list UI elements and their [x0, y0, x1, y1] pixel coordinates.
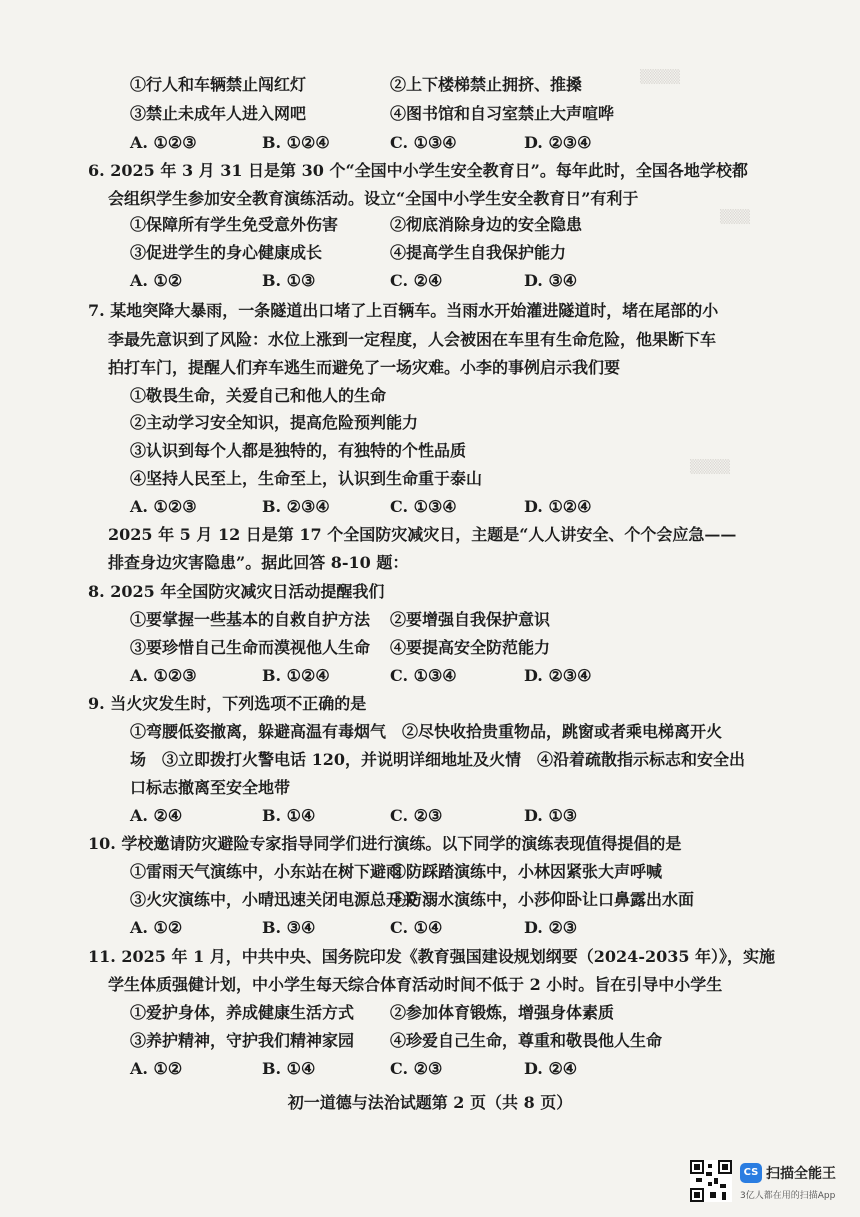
q9-stem-line-4: 口标志撤离至安全地带	[130, 778, 291, 797]
q10-item-4: ④防溺水演练中，小莎仰卧让口鼻露出水面	[390, 890, 695, 909]
q9-stem-line-3: 场 ③立即拨打火警电话 120，并说明详细地址及火情 ④沿着疏散指示标志和安全出	[130, 750, 745, 769]
q11-item-2: ②参加体育锻炼，增强身体素质	[390, 1003, 615, 1022]
q6-item-1: ①保障所有学生免受意外伤害	[130, 215, 339, 234]
q7-item-1: ①敬畏生命，关爱自己和他人的生命	[130, 386, 387, 405]
q9-stem-line-1: 9. 当火灾发生时，下列选项不正确的是	[88, 694, 367, 713]
q10-choice-b: B. ③④	[262, 918, 316, 937]
q7-choice-b: B. ②③④	[262, 497, 330, 516]
q7-choice-a: A. ①②③	[130, 497, 197, 516]
q5-item-4: ④图书馆和自习室禁止大声喧哗	[390, 104, 615, 123]
q10-item-3: ③火灾演练中，小晴迅速关闭电源总开关	[130, 890, 419, 909]
bleed-through-decoration: ▒▒▒▒	[640, 70, 680, 85]
q10-choice-a: A. ①②	[130, 918, 183, 937]
q9-choice-b: B. ①④	[262, 806, 316, 825]
q11-choice-a: A. ①②	[130, 1059, 183, 1078]
q8-choice-c: C. ①③④	[390, 666, 457, 685]
q10-item-1: ①雷雨天气演练中，小东站在树下避雨	[130, 862, 403, 881]
scanner-app-name: 扫描全能王	[766, 1166, 836, 1182]
q11-choice-b: B. ①④	[262, 1059, 316, 1078]
q6-stem-line-2: 会组织学生参加安全教育演练活动。设立“全国中小学生安全教育日”有利于	[108, 189, 639, 208]
scanner-logo-icon: CS	[740, 1163, 762, 1183]
q5-item-2: ②上下楼梯禁止拥挤、推搡	[390, 75, 583, 94]
q5-item-1: ①行人和车辆禁止闯红灯	[130, 75, 307, 94]
q8-item-4: ④要提高安全防范能力	[390, 638, 551, 657]
q6-item-3: ③促进学生的身心健康成长	[130, 243, 323, 262]
q7-stem-line-1: 7. 某地突降大暴雨，一条隧道出口堵了上百辆车。当雨水开始灌进隧道时，堵在尾部的小	[88, 301, 719, 320]
q8-item-2: ②要增强自我保护意识	[390, 610, 551, 629]
q9-stem-line-2: ①弯腰低姿撤离，躲避高温有毒烟气 ②尽快收拾贵重物品，跳窗或者乘电梯离开火	[130, 722, 723, 741]
scanner-tagline: 3亿人都在用的扫描App	[740, 1191, 836, 1201]
intro-8-10-line-1: 2025 年 5 月 12 日是第 17 个全国防灾减灾日，主题是“人人讲安全、个个会应急——	[108, 525, 737, 544]
q8-choice-b: B. ①②④	[262, 666, 330, 685]
q7-item-3: ③认识到每个人都是独特的，有独特的个性品质	[130, 441, 467, 460]
q7-stem-line-3: 拍打车门，提醒人们弃车逃生而避免了一场灾难。小李的事例启示我们要	[108, 358, 621, 377]
q11-item-4: ④珍爱自己生命，尊重和敬畏他人生命	[390, 1031, 663, 1050]
q10-stem: 10. 学校邀请防灾避险专家指导同学们进行演练。以下同学的演练表现值得提倡的是	[88, 834, 682, 853]
q6-choice-c: C. ②④	[390, 271, 443, 290]
q6-choice-b: B. ①③	[262, 271, 316, 290]
q5-item-3: ③禁止未成年人进入网吧	[130, 104, 307, 123]
q8-item-1: ①要掌握一些基本的自救自护方法	[130, 610, 371, 629]
q6-item-2: ②彻底消除身边的安全隐患	[390, 215, 583, 234]
q5-choice-a: A. ①②③	[130, 133, 197, 152]
q8-choice-a: A. ①②③	[130, 666, 197, 685]
bleed-through-decoration: ▒▒▒	[720, 210, 750, 225]
q7-stem-line-2: 李最先意识到了风险：水位上涨到一定程度，人会被困在车里有生命危险，他果断下车	[108, 330, 717, 349]
q11-item-3: ③养护精神，守护我们精神家园	[130, 1031, 355, 1050]
q7-choice-c: C. ①③④	[390, 497, 457, 516]
page-footer: 初一道德与法治试题第 2 页（共 8 页）	[287, 1093, 573, 1112]
q7-item-4: ④坚持人民至上，生命至上，认识到生命重于泰山	[130, 469, 483, 488]
q11-choice-c: C. ②③	[390, 1059, 443, 1078]
q9-choice-a: A. ②④	[130, 806, 183, 825]
q7-choice-d: D. ①②④	[524, 497, 592, 516]
q6-choice-d: D. ③④	[524, 271, 578, 290]
q11-stem-line-2: 学生体质强健计划，中小学生每天综合体育活动时间不低于 2 小时。旨在引导中小学生	[108, 975, 723, 994]
intro-8-10-line-2: 排查身边灾害隐患”。据此回答 8-10 题：	[108, 553, 409, 572]
q8-choice-d: D. ②③④	[524, 666, 592, 685]
q9-choice-c: C. ②③	[390, 806, 443, 825]
q5-choice-d: D. ②③④	[524, 133, 592, 152]
q10-choice-d: D. ②③	[524, 918, 578, 937]
q6-item-4: ④提高学生自我保护能力	[390, 243, 567, 262]
q5-choice-c: C. ①③④	[390, 133, 457, 152]
q8-item-3: ③要珍惜自己生命而漠视他人生命	[130, 638, 371, 657]
q10-choice-c: C. ①④	[390, 918, 443, 937]
bleed-through-decoration: ▒▒▒▒	[690, 460, 730, 475]
q9-choice-d: D. ①③	[524, 806, 578, 825]
q11-choice-d: D. ②④	[524, 1059, 578, 1078]
q5-choice-b: B. ①②④	[262, 133, 330, 152]
qr-code-icon	[690, 1160, 732, 1202]
q8-stem: 8. 2025 年全国防灾减灾日活动提醒我们	[88, 582, 385, 601]
q10-item-2: ②防踩踏演练中，小林因紧张大声呼喊	[390, 862, 663, 881]
q6-stem-line-1: 6. 2025 年 3 月 31 日是第 30 个“全国中小学生安全教育日”。每年此时，全国各地学校都	[88, 161, 748, 180]
q11-item-1: ①爱护身体，养成健康生活方式	[130, 1003, 355, 1022]
q7-item-2: ②主动学习安全知识，提高危险预判能力	[130, 413, 419, 432]
q11-stem-line-1: 11. 2025 年 1 月，中共中央、国务院印发《教育强国建设规划纲要（2024-2035 年）》，实施	[88, 947, 776, 966]
q6-choice-a: A. ①②	[130, 271, 183, 290]
